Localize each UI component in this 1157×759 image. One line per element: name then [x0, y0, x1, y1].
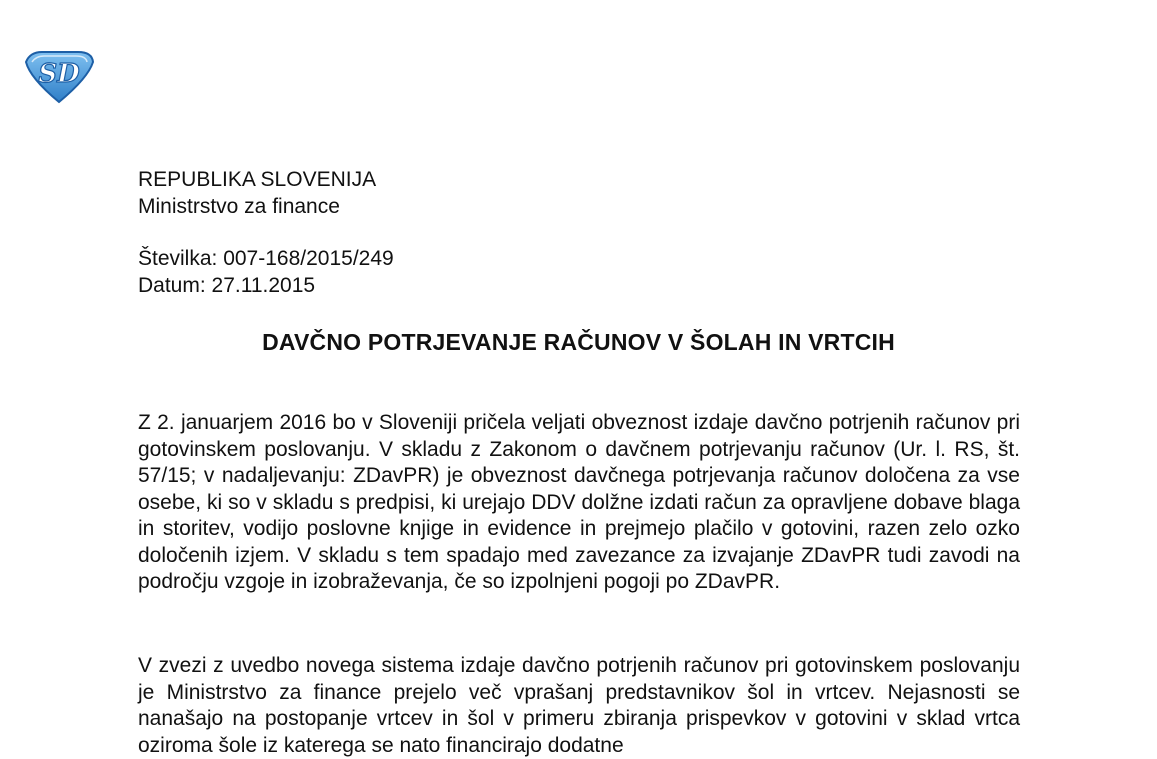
document-meta — [138, 245, 394, 299]
document-number: Številka: 007-168/2015/249 — [138, 247, 394, 270]
body-paragraph-2: V zvezi z uvedbo novega sistema izdaje davčno potrjenih računov pri gotovinskem poslovanju je Ministrstvo za finance prejelo več vprašanj predstavnikov šol in vrtcev. Nejasnosti se nanašajo na postopanje vrtcev in šol v primeru zbiranja prispevkov v gotovini v sklad vrtca oziroma šole iz katerega se nato financirajo dodatne — [138, 654, 1020, 757]
body-paragraph-1: Z 2. januarjem 2016 bo v Sloveniji pričela veljati obveznost izdaje davčno potrjenih računov pri gotovinskem poslovanju. V skladu z Zakonom o davčnem potrjevanju računov (Ur. l. RS, št. 57/15; v nadaljevanju: ZDavPR) je obveznost davčnega potrjevanja računov določena za vse osebe, ki so v skladu s predpisi, ki urejajo DDV dolžne izdati račun za opravljene dobave blaga in storitev, vodijo poslovne knjige in evidence in prejmejo plačilo v gotovini, razen zelo ozko določenih izjem. V skladu s tem spadajo med zavezance za izvajanje ZDavPR tudi zavodi na področju vzgoje in izobraževanja, če so izpolnjeni pogoji po ZDavPR. — [138, 411, 1020, 593]
svg-text:SD: SD — [38, 59, 80, 89]
country-name: REPUBLIKA SLOVENIJA — [138, 168, 377, 191]
document-date: Datum: 27.11.2015 — [138, 274, 316, 297]
document-title: DAVČNO POTRJEVANJE RAČUNOV V ŠOLAH IN VRTCIH — [262, 329, 895, 355]
ministry-name: Ministrstvo za finance — [138, 195, 340, 218]
shield-logo-icon — [22, 48, 96, 104]
letterhead — [138, 166, 376, 220]
